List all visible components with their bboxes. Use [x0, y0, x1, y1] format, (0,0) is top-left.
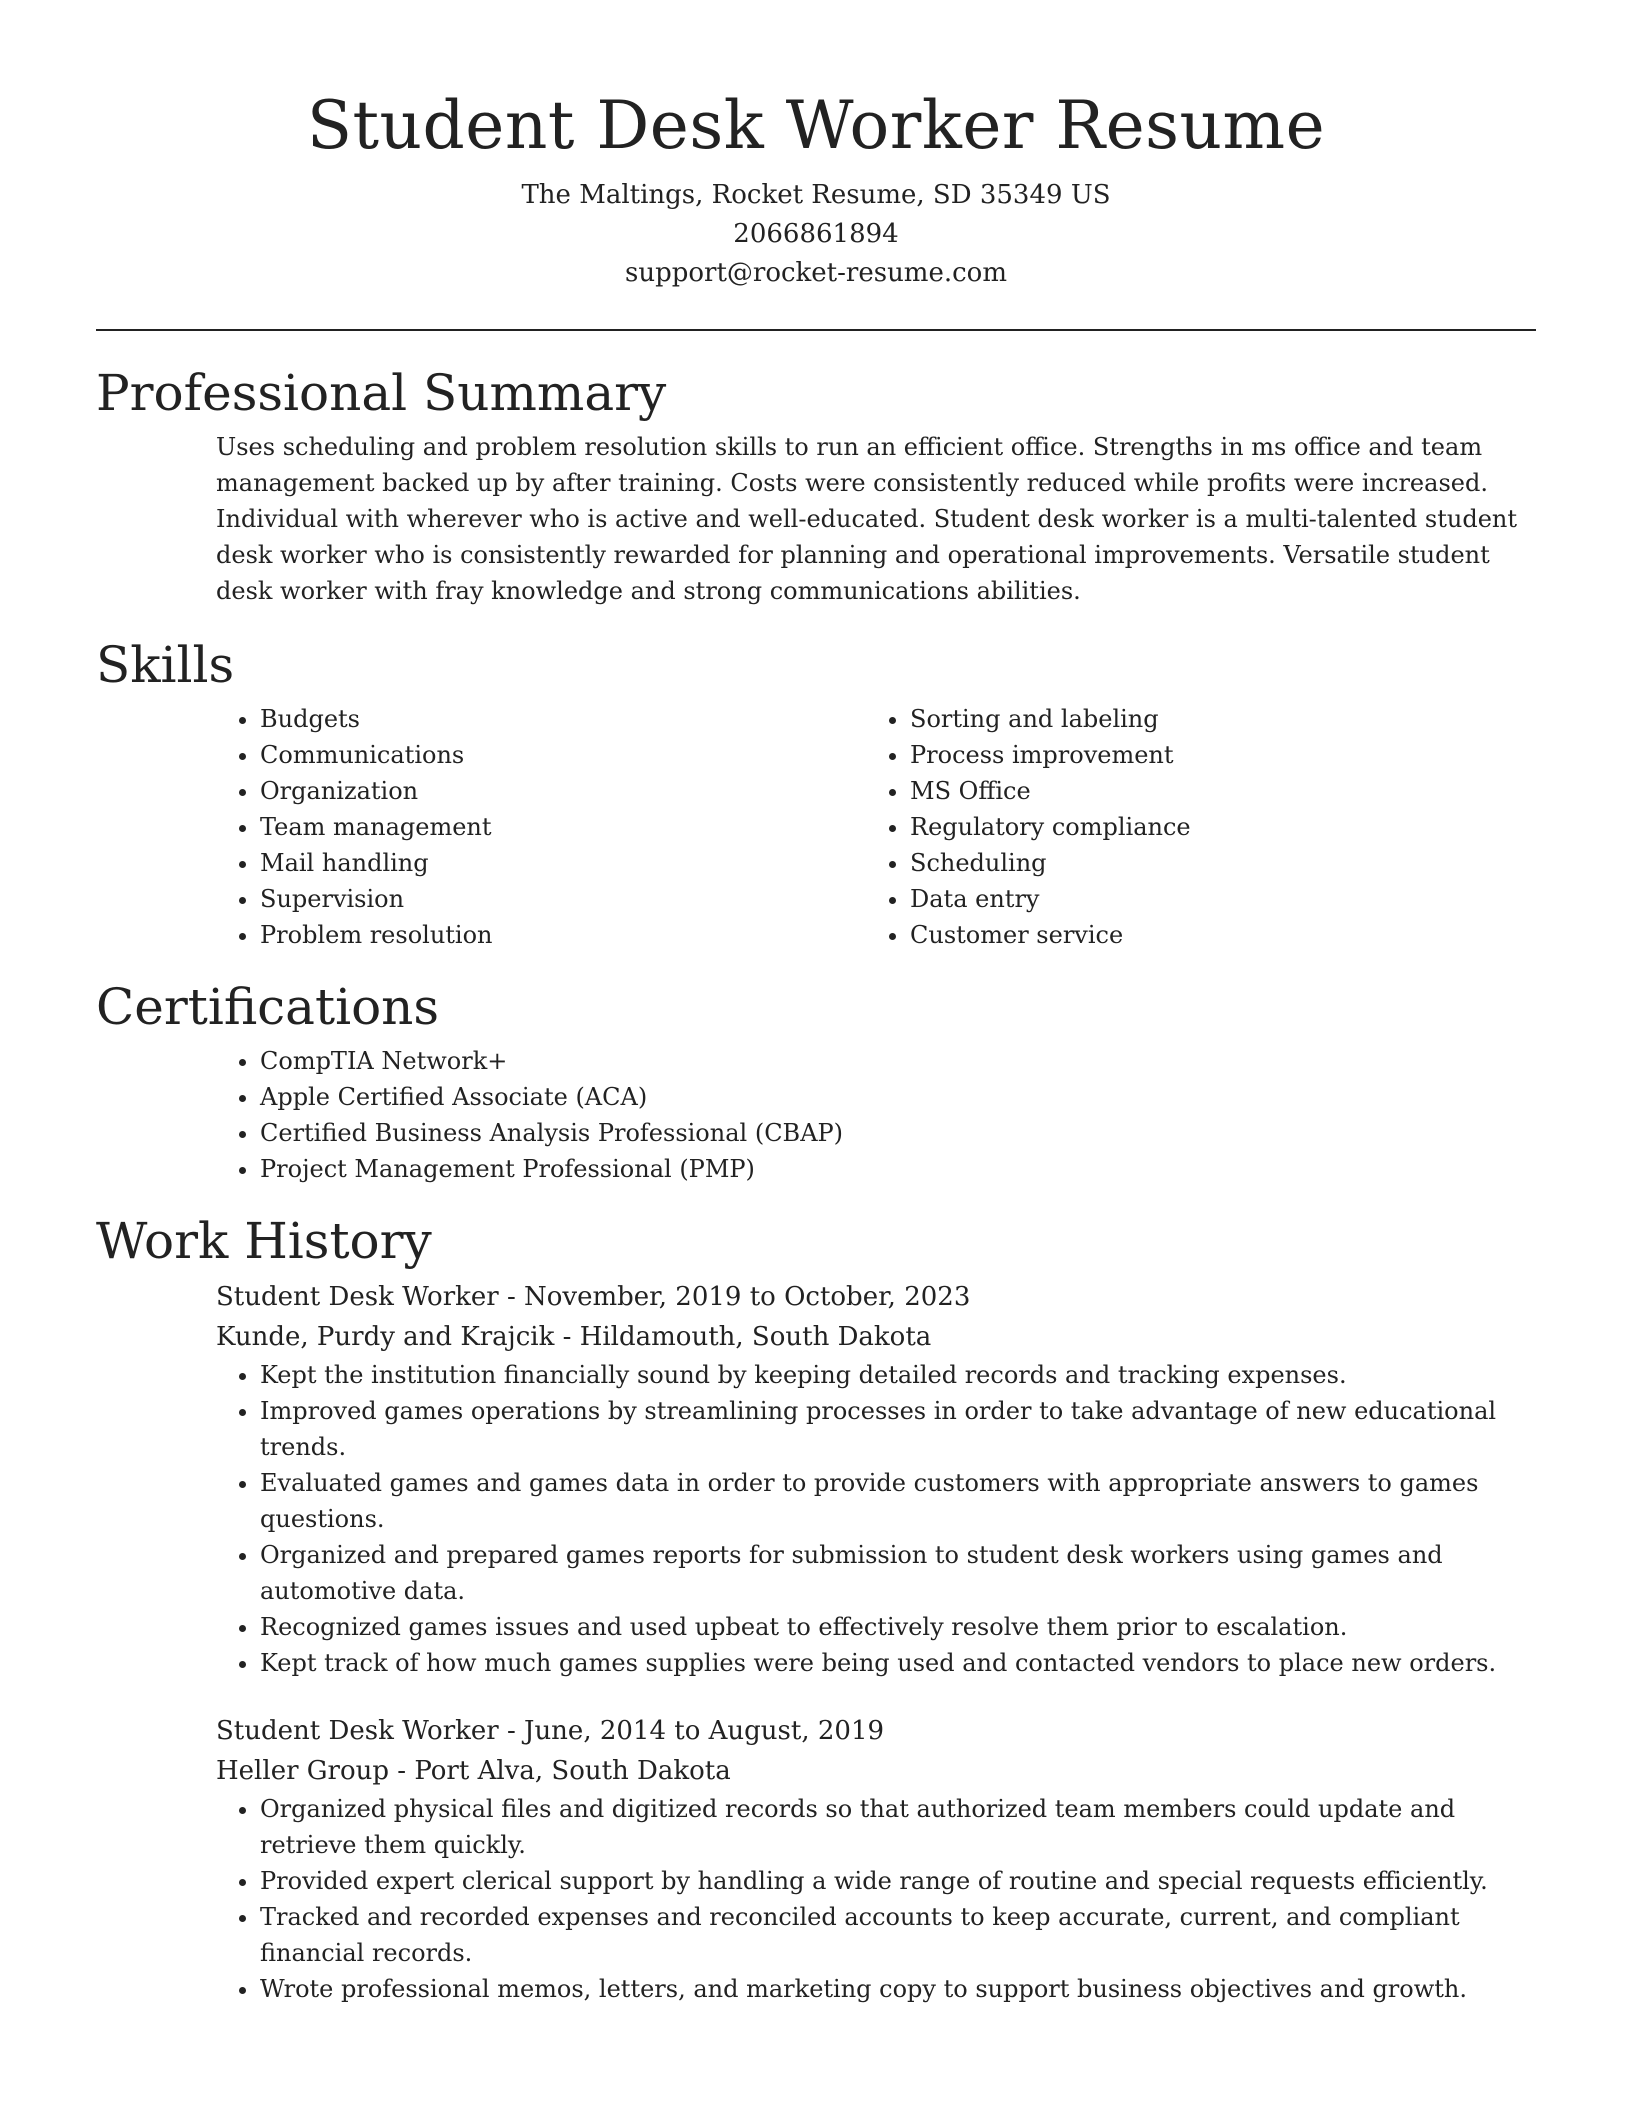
certification-item: • CompTIA Network+: [260, 1043, 1536, 1079]
summary-heading: Professional Summary: [96, 364, 667, 422]
skills-heading: Skills: [96, 636, 235, 694]
job-duty: • Kept the institution financially sound by keeping detailed records and tracking expenses.: [260, 1357, 1536, 1393]
skill-item: • Data entry: [910, 881, 1516, 917]
job-location: - Port Alva, South Dakota: [389, 1756, 731, 1786]
summary-text: Uses scheduling and problem resolution skills to run an efficient office. Strengths in ms office and team management backed up by after training. Costs were consistently reduced while profits were increased. Individual with wherever who is active and well-educated. Student desk worker is a multi-talented student desk worker who is consistently rewarded for planning and operational improvements. Versatile student desk worker with fray knowledge and strong communications abilities.: [216, 433, 1518, 605]
contact-email: support@rocket-resume.com: [624, 258, 1007, 288]
job-title-line: [216, 1711, 1536, 1751]
resume-page: [96, 0, 1536, 2007]
job-duty: • Recognized games issues and used upbeat to effectively resolve them prior to escalation.: [260, 1609, 1536, 1645]
work-history-heading: Work History: [96, 1212, 432, 1270]
job-duty: • Improved games operations by streamlining processes in order to take advantage of new educational trends.: [260, 1393, 1536, 1465]
skill-item: • Scheduling: [910, 845, 1516, 881]
certification-item: • Apple Certified Associate (ACA): [260, 1079, 1536, 1115]
skills-list-left: [216, 701, 866, 953]
skill-item: • Mail handling: [260, 845, 866, 881]
job-role: Student Desk Worker: [216, 1282, 499, 1312]
job-duty: • Evaluated games and games data in order to provide customers with appropriate answers to games questions.: [260, 1465, 1536, 1537]
certification-item: • Project Management Professional (PMP): [260, 1151, 1536, 1187]
job-duties-list: [216, 1357, 1536, 1681]
job-duty: • Provided expert clerical support by handling a wide range of routine and special requests efficiently.: [260, 1863, 1536, 1899]
job-company-line: [216, 1317, 1536, 1357]
job-company: Heller Group: [216, 1756, 390, 1786]
job-duties-list: [216, 1791, 1536, 2007]
job-duty: • Tracked and recorded expenses and reconciled accounts to keep accurate, current, and compliant financial records.: [260, 1899, 1536, 1971]
job-company-line: [216, 1751, 1536, 1791]
skill-item: • Process improvement: [910, 737, 1516, 773]
skill-item: • Sorting and labeling: [910, 701, 1516, 737]
contact-block: [96, 176, 1536, 293]
skill-item: • Budgets: [260, 701, 866, 737]
job-duty: • Kept track of how much games supplies were being used and contacted vendors to place new orders.: [260, 1645, 1536, 1681]
contact-phone: 2066861894: [733, 219, 899, 249]
certification-item: • Certified Business Analysis Professional (CBAP): [260, 1115, 1536, 1151]
skills-column-right: [866, 701, 1516, 953]
skill-item: • Problem resolution: [260, 917, 866, 953]
job-dates: - June, 2014 to August, 2019: [498, 1716, 885, 1746]
contact-address: The Maltings, Rocket Resume, SD 35349 US: [521, 180, 1111, 210]
skill-item: • MS Office: [910, 773, 1516, 809]
skill-item: • Customer service: [910, 917, 1516, 953]
job-role: Student Desk Worker: [216, 1716, 499, 1746]
skill-item: • Team management: [260, 809, 866, 845]
skills-column-left: [216, 701, 866, 953]
certifications-block: [216, 1043, 1536, 1187]
skill-item: • Regulatory compliance: [910, 809, 1516, 845]
certifications-heading: Certifications: [96, 978, 440, 1036]
job-entry: [216, 1711, 1536, 2007]
skills-list-right: [866, 701, 1516, 953]
job-duty: • Wrote professional memos, letters, and marketing copy to support business objectives and growth.: [260, 1971, 1536, 2007]
skill-item: • Supervision: [260, 881, 866, 917]
header-divider: [96, 329, 1536, 331]
job-location: - Hildamouth, South Dakota: [554, 1322, 932, 1352]
skill-item: • Organization: [260, 773, 866, 809]
job-entry: [216, 1277, 1536, 1681]
resume-title: Student Desk Worker Resume: [306, 87, 1326, 164]
job-dates: - November, 2019 to October, 2023: [498, 1282, 971, 1312]
skill-item: • Communications: [260, 737, 866, 773]
certifications-list: [216, 1043, 1536, 1187]
job-title-line: [216, 1277, 1536, 1317]
job-duty: • Organized and prepared games reports for submission to student desk workers using games and automotive data.: [260, 1537, 1536, 1609]
job-duty: • Organized physical files and digitized records so that authorized team members could update and retrieve them quickly.: [260, 1791, 1536, 1863]
job-company: Kunde, Purdy and Krajcik: [216, 1322, 555, 1352]
skills-grid: [216, 701, 1536, 953]
